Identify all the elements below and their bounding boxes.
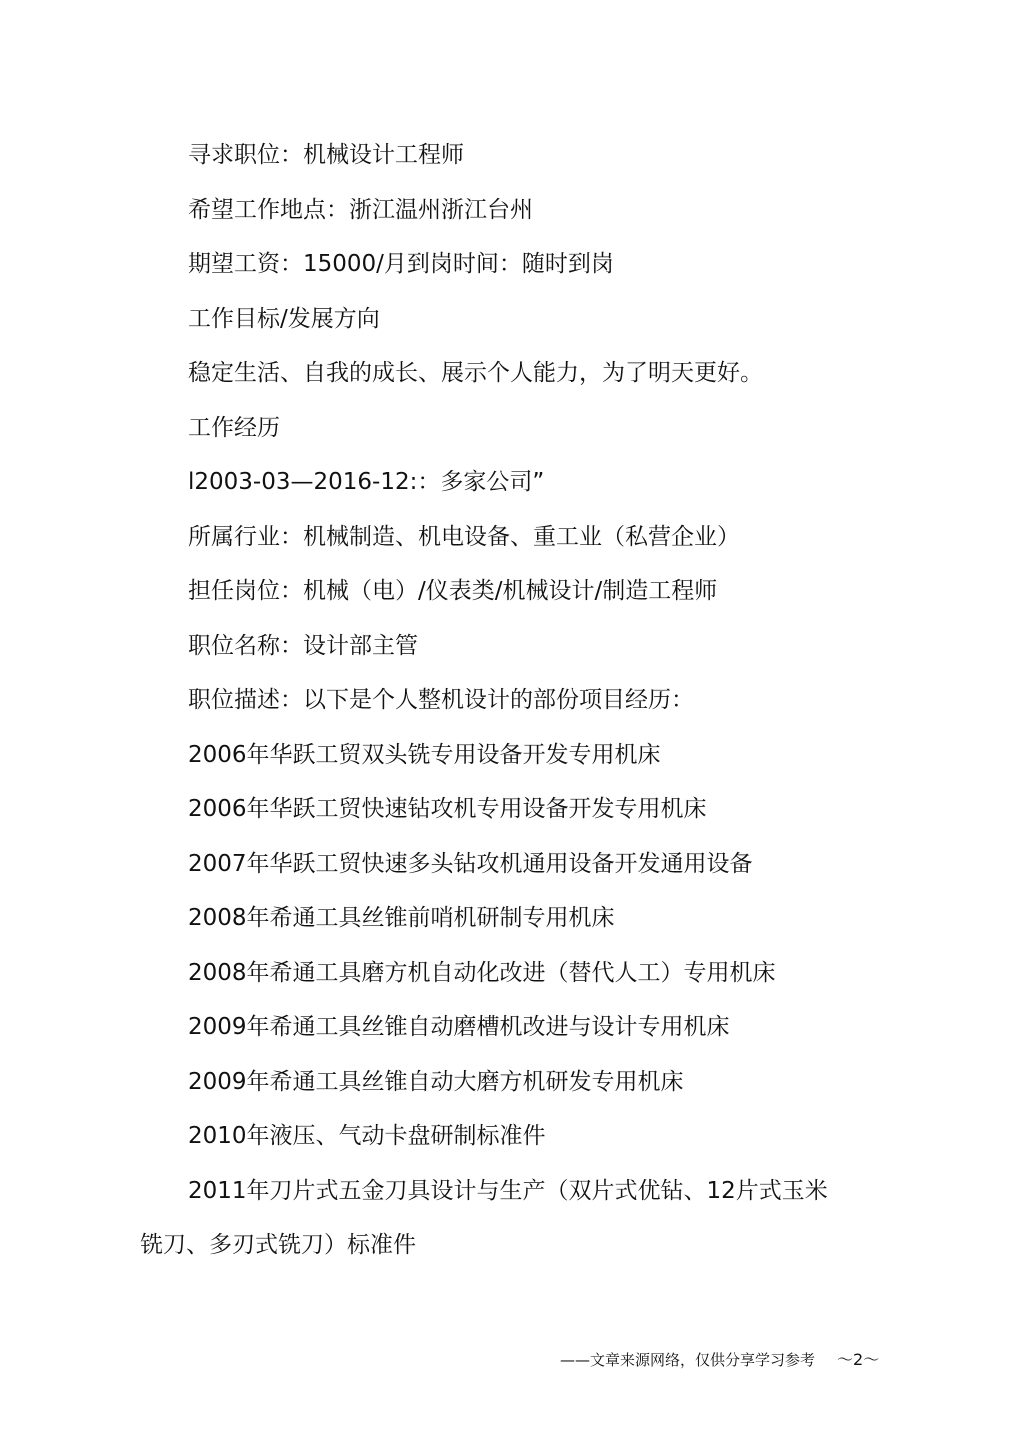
page-number: ～2～ <box>837 1350 880 1369</box>
text-line-job-sought: 寻求职位：机械设计工程师 <box>188 142 464 168</box>
project-item-continuation: 铣刀、多刃式铣刀）标准件 <box>140 1232 416 1258</box>
project-item: 2006年华跃工贸双头铣专用设备开发专用机床 <box>188 741 661 768</box>
project-item: 2009年希通工具丝锥自动磨槽机改进与设计专用机床 <box>188 1014 730 1040</box>
text-line-position: 担任岗位：机械（电）/仪表类/机械设计/制造工程师 <box>188 578 718 604</box>
text-line-work-location: 希望工作地点：浙江温州浙江台州 <box>188 196 533 223</box>
text-line-period: l2003-03—2016-12:：多家公司” <box>188 469 545 495</box>
footer-source-note: ——文章来源网络，仅供分享学习参考 <box>560 1351 816 1369</box>
section-heading-experience: 工作经历 <box>188 414 280 441</box>
project-item: 2008年希通工具磨方机自动化改进（替代人工）专用机床 <box>188 959 776 986</box>
project-item: 2009年希通工具丝锥自动大磨方机研发专用机床 <box>188 1068 684 1095</box>
text-line-job-title: 职位名称：设计部主管 <box>188 632 418 659</box>
project-item: 2007年华跃工贸快速多头钻攻机通用设备开发通用设备 <box>188 850 753 877</box>
document-body <box>140 128 880 1273</box>
project-item: 2008年希通工具丝锥前哨机研制专用机床 <box>188 905 615 931</box>
section-heading-goals: 工作目标/发展方向 <box>188 305 380 332</box>
page-footer <box>560 1349 879 1371</box>
text-line-industry: 所属行业：机械制造、机电设备、重工业（私营企业） <box>188 523 740 550</box>
project-item: 2011年刀片式五金刀具设计与生产（双片式优钻、12片式玉米 <box>188 1177 828 1204</box>
project-item: 2006年华跃工贸快速钻攻机专用设备开发专用机床 <box>188 796 707 822</box>
text-line-job-description: 职位描述：以下是个人整机设计的部份项目经历： <box>188 687 694 713</box>
text-line-goals: 稳定生活、自我的成长、展示个人能力，为了明天更好。 <box>188 360 763 386</box>
text-line-expected-salary: 期望工资：15000/月到岗时间：随时到岗 <box>188 251 614 277</box>
project-item: 2010年液压、气动卡盘研制标准件 <box>188 1123 546 1149</box>
